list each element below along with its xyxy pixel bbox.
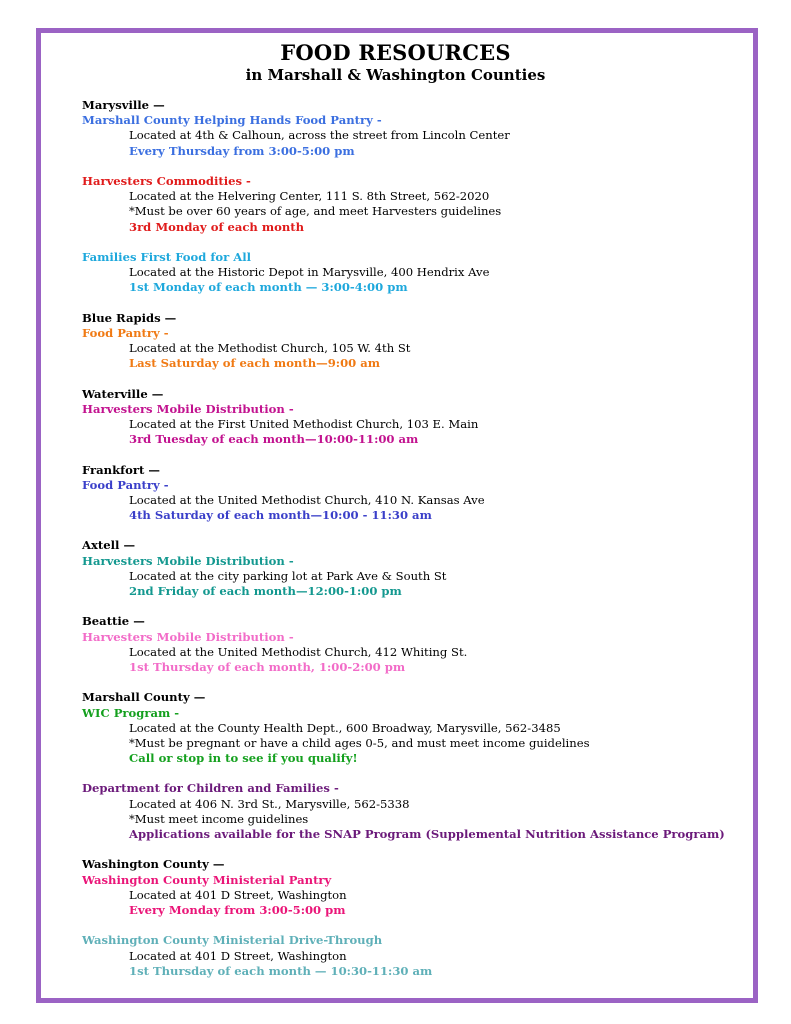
town-heading: Marshall County — bbox=[82, 690, 206, 705]
program-name: Washington County Ministerial Drive-Through bbox=[82, 933, 383, 948]
section bbox=[82, 311, 742, 372]
program-detail: Located at 401 D Street, Washington bbox=[129, 948, 347, 963]
program-detail: Located at the County Health Dept., 600 Broadway, Marysville, 562-3485 bbox=[129, 720, 561, 735]
program-detail: Located at the Historic Depot in Marysville, 400 Hendrix Ave bbox=[129, 265, 490, 280]
program-schedule: 2nd Friday of each month—12:00-1:00 pm bbox=[129, 584, 402, 598]
town-heading: Blue Rapids — bbox=[82, 310, 177, 325]
section bbox=[82, 98, 742, 295]
section bbox=[82, 614, 742, 675]
program-name: Harvesters Mobile Distribution - bbox=[82, 629, 294, 644]
resource-list bbox=[82, 98, 742, 979]
program-schedule: Last Saturday of each month—9:00 am bbox=[129, 356, 381, 371]
program-name: Marshall County Helping Hands Food Pantry - bbox=[82, 113, 382, 128]
program-detail: Located at the city parking lot at Park Ave & South St bbox=[129, 568, 447, 583]
program-name: Harvesters Commodities - bbox=[82, 173, 251, 188]
program-detail: Located at the First United Methodist Church, 103 E. Main bbox=[129, 416, 479, 431]
program-name: Food Pantry - bbox=[82, 477, 169, 492]
program-detail: Located at the Methodist Church, 105 W. 4th St bbox=[129, 341, 411, 355]
program-schedule: 3rd Tuesday of each month—10:00-11:00 am bbox=[129, 432, 419, 447]
program-name: Food Pantry - bbox=[82, 325, 169, 340]
program-schedule: Every Monday from 3:00-5:00 pm bbox=[129, 902, 346, 917]
program-schedule: 1st Thursday of each month — 10:30-11:30 am bbox=[129, 963, 433, 978]
program-name: Department for Children and Families - bbox=[82, 781, 339, 796]
section bbox=[82, 857, 742, 979]
program-detail: *Must be over 60 years of age, and meet Harvesters guidelines bbox=[129, 204, 502, 219]
program-schedule: 1st Monday of each month — 3:00-4:00 pm bbox=[129, 280, 408, 295]
program-schedule: 1st Thursday of each month, 1:00-2:00 pm bbox=[129, 659, 406, 674]
program-name: Harvesters Mobile Distribution - bbox=[82, 401, 294, 416]
program-detail: Located at 4th & Calhoun, across the street from Lincoln Center bbox=[129, 128, 510, 143]
program-detail: Located at the United Methodist Church, 410 N. Kansas Ave bbox=[129, 492, 485, 507]
town-heading: Axtell — bbox=[82, 538, 136, 553]
town-heading: Beattie — bbox=[82, 614, 145, 629]
program-schedule: Applications available for the SNAP Program (Supplemental Nutrition Assistance Program) bbox=[129, 827, 725, 841]
program-detail: *Must meet income guidelines bbox=[129, 811, 309, 826]
program-name: Washington County Ministerial Pantry bbox=[82, 872, 332, 887]
program-detail: Located at 406 N. 3rd St., Marysville, 562-5338 bbox=[129, 796, 410, 811]
program-name: WIC Program - bbox=[82, 705, 180, 720]
program-detail: Located at 401 D Street, Washington bbox=[129, 887, 347, 902]
town-heading: Marysville — bbox=[82, 98, 165, 112]
section bbox=[82, 387, 742, 448]
program-detail: Located at the United Methodist Church, 412 Whiting St. bbox=[129, 644, 468, 659]
program-name: Families First Food for All bbox=[82, 249, 252, 264]
town-heading: Washington County — bbox=[82, 857, 225, 872]
town-heading: Waterville — bbox=[82, 386, 164, 401]
program-detail: *Must be pregnant or have a child ages 0-5, and must meet income guidelines bbox=[129, 735, 590, 750]
program-name: Harvesters Mobile Distribution - bbox=[82, 553, 294, 568]
page-title: FOOD RESOURCES bbox=[280, 40, 511, 65]
section bbox=[82, 463, 742, 524]
program-detail: Located at the Helvering Center, 111 S. 8th Street, 562-2020 bbox=[129, 189, 490, 204]
program-schedule: Call or stop in to see if you qualify! bbox=[129, 751, 358, 766]
section bbox=[82, 538, 742, 599]
town-heading: Frankfort — bbox=[82, 462, 160, 477]
program-schedule: 3rd Monday of each month bbox=[129, 219, 305, 234]
section bbox=[82, 690, 742, 842]
page-subtitle: in Marshall & Washington Counties bbox=[245, 66, 546, 84]
program-schedule: 4th Saturday of each month—10:00 - 11:30 am bbox=[129, 508, 432, 523]
program-schedule: Every Thursday from 3:00-5:00 pm bbox=[129, 143, 355, 158]
